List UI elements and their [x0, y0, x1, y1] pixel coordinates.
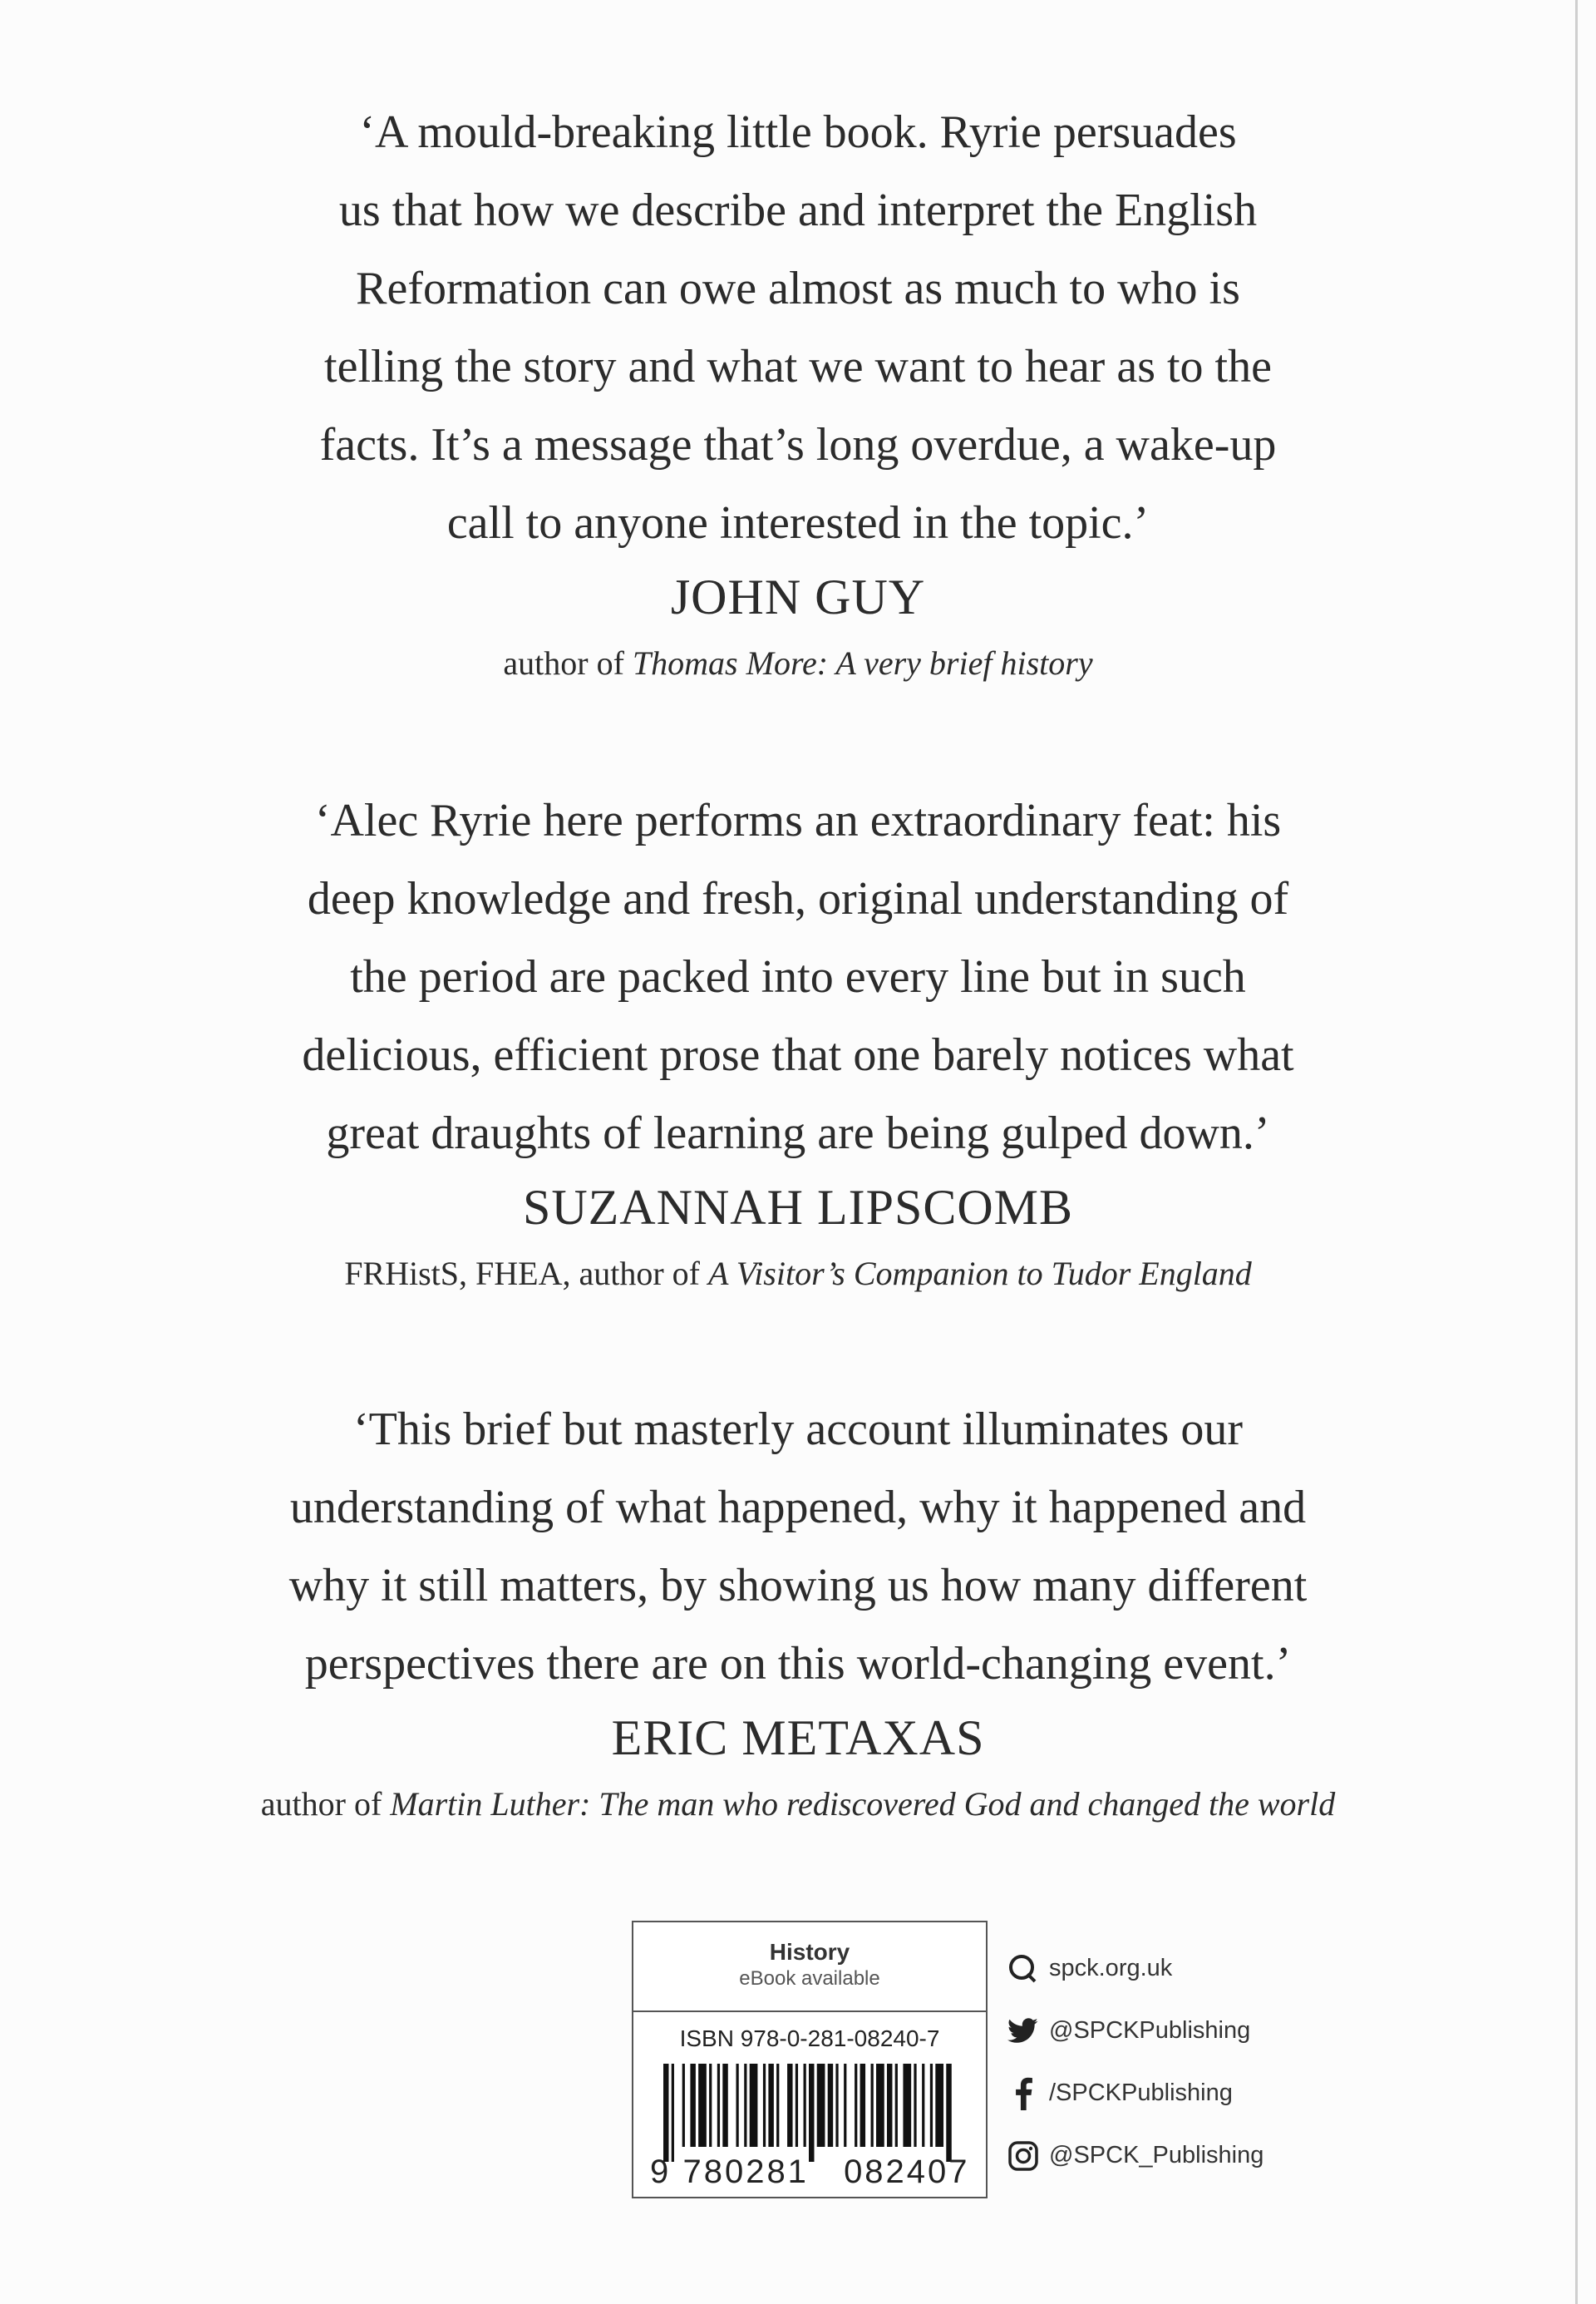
barcode-bar	[935, 2064, 943, 2147]
barcode-bar	[690, 2064, 695, 2147]
quote-block-3	[133, 1390, 1463, 1828]
barcode-bar	[903, 2064, 911, 2147]
barcode-bar	[744, 2064, 746, 2147]
quote-text	[133, 1390, 1463, 1703]
quote-line: Reformation can owe almost as much to who is	[356, 263, 1240, 314]
barcode-bar	[763, 2064, 766, 2147]
facebook-handle: /SPCKPublishing	[1049, 2080, 1233, 2106]
barcode-bar	[709, 2064, 712, 2147]
isbn-text: ISBN 978-0-281-08240-7	[679, 2025, 940, 2051]
instagram-handle: @SPCK_Publishing	[1049, 2142, 1264, 2168]
barcode-bar	[809, 2064, 814, 2162]
quote-author: SUZANNAH LIPSCOMB	[522, 1180, 1074, 1235]
barcode-bar	[682, 2064, 685, 2147]
website-text: spck.org.uk	[1049, 1955, 1173, 1981]
barcode-bar	[736, 2064, 739, 2147]
quote-line: ‘A mould-breaking little book. Ryrie persuades	[359, 106, 1237, 158]
ebook-label: eBook available	[739, 1967, 880, 1990]
barcode-category-panel	[633, 1922, 986, 2012]
credit-title: Martin Luther: The man who rediscovered God and changed the world	[390, 1785, 1336, 1823]
barcode-bar	[946, 2064, 951, 2162]
barcode-digits	[633, 2154, 986, 2191]
barcode-bar	[776, 2064, 779, 2147]
barcode-digit-group-1: 780281	[682, 2154, 809, 2190]
barcode-bar	[871, 2064, 874, 2147]
twitter-bird-icon	[1006, 2014, 1041, 2049]
quote-text	[133, 782, 1463, 1172]
barcode-bar	[844, 2064, 846, 2147]
website-link[interactable]	[1006, 1937, 1338, 2000]
barcode-bar	[860, 2064, 865, 2147]
barcode-bar	[663, 2064, 668, 2162]
quote-line: the period are packed into every line but in such	[350, 951, 1246, 1003]
barcode-bar	[887, 2064, 892, 2147]
quote-author: ERIC METAXAS	[611, 1710, 985, 1765]
quote-line: deep knowledge and fresh, original understanding of	[307, 873, 1289, 925]
barcode-bar	[930, 2064, 933, 2147]
quote-line: us that how we describe and interpret the English	[338, 185, 1258, 236]
quote-credit	[133, 1251, 1463, 1297]
credit-title: A Visitor’s Companion to Tudor England	[708, 1255, 1252, 1292]
credit-prefix: author of	[260, 1785, 391, 1823]
spck-q-icon	[1006, 1951, 1041, 1986]
quote-credit	[133, 1781, 1463, 1828]
barcode-bar	[672, 2064, 674, 2162]
barcode-bar	[722, 2064, 727, 2147]
barcode-bar	[817, 2064, 825, 2147]
barcode-bar	[828, 2064, 833, 2147]
quote-line: telling the story and what we want to hear as to the	[324, 341, 1272, 392]
barcode-digit-lead: 9	[650, 2154, 672, 2190]
facebook-link[interactable]	[1006, 2062, 1338, 2124]
category-label: History	[769, 1939, 850, 1965]
quote-line: great draughts of learning are being gulped down.’	[326, 1108, 1270, 1159]
facebook-f-icon	[1006, 2076, 1041, 2111]
barcode-bar	[750, 2064, 758, 2147]
barcode-bar	[717, 2064, 720, 2147]
cover-edge	[1575, 0, 1578, 2304]
quote-line: why it still matters, by showing us how many different	[288, 1560, 1308, 1611]
barcode-bar	[914, 2064, 916, 2147]
barcode-box	[632, 1921, 988, 2198]
quote-block-1	[133, 93, 1463, 687]
barcode-digit-group-2: 082407	[844, 2154, 970, 2190]
barcode-bar	[796, 2064, 798, 2147]
quote-line: facts. It’s a message that’s long overdue, a wake-up	[319, 419, 1277, 471]
quote-line: understanding of what happened, why it happened and	[289, 1482, 1307, 1533]
quote-author: JOHN GUY	[670, 570, 926, 624]
quote-text	[133, 93, 1463, 562]
quote-line: ‘Alec Ryrie here performs an extraordinary feat: his	[314, 795, 1282, 846]
social-links	[1006, 1937, 1338, 2187]
quote-line: delicious, efficient prose that one barely notices what	[302, 1029, 1294, 1081]
barcode-bar	[876, 2064, 884, 2147]
barcode-bar	[855, 2064, 857, 2147]
quote-line: ‘This brief but masterly account illuminates our	[353, 1404, 1243, 1455]
barcode-bar	[835, 2064, 838, 2147]
quote-line: perspectives there are on this world-changing event.’	[304, 1638, 1292, 1690]
barcode-bar	[804, 2064, 806, 2147]
barcode-bars	[663, 2064, 954, 2162]
barcode-bar	[895, 2064, 898, 2147]
barcode-bar	[698, 2064, 707, 2147]
barcode-bar	[787, 2064, 792, 2147]
credit-prefix: FRHistS, FHEA, author of	[344, 1255, 708, 1292]
barcode-bar	[922, 2064, 924, 2147]
quote-line: call to anyone interested in the topic.’	[446, 497, 1150, 549]
barcode-bar	[768, 2064, 773, 2147]
twitter-handle: @SPCKPublishing	[1049, 2017, 1251, 2044]
quote-credit	[133, 640, 1463, 687]
instagram-icon	[1006, 2139, 1041, 2173]
instagram-link[interactable]	[1006, 2124, 1338, 2187]
credit-title: Thomas More: A very brief history	[632, 644, 1093, 682]
twitter-link[interactable]	[1006, 2000, 1338, 2062]
credit-prefix: author of	[503, 644, 633, 682]
quote-block-2	[133, 782, 1463, 1297]
